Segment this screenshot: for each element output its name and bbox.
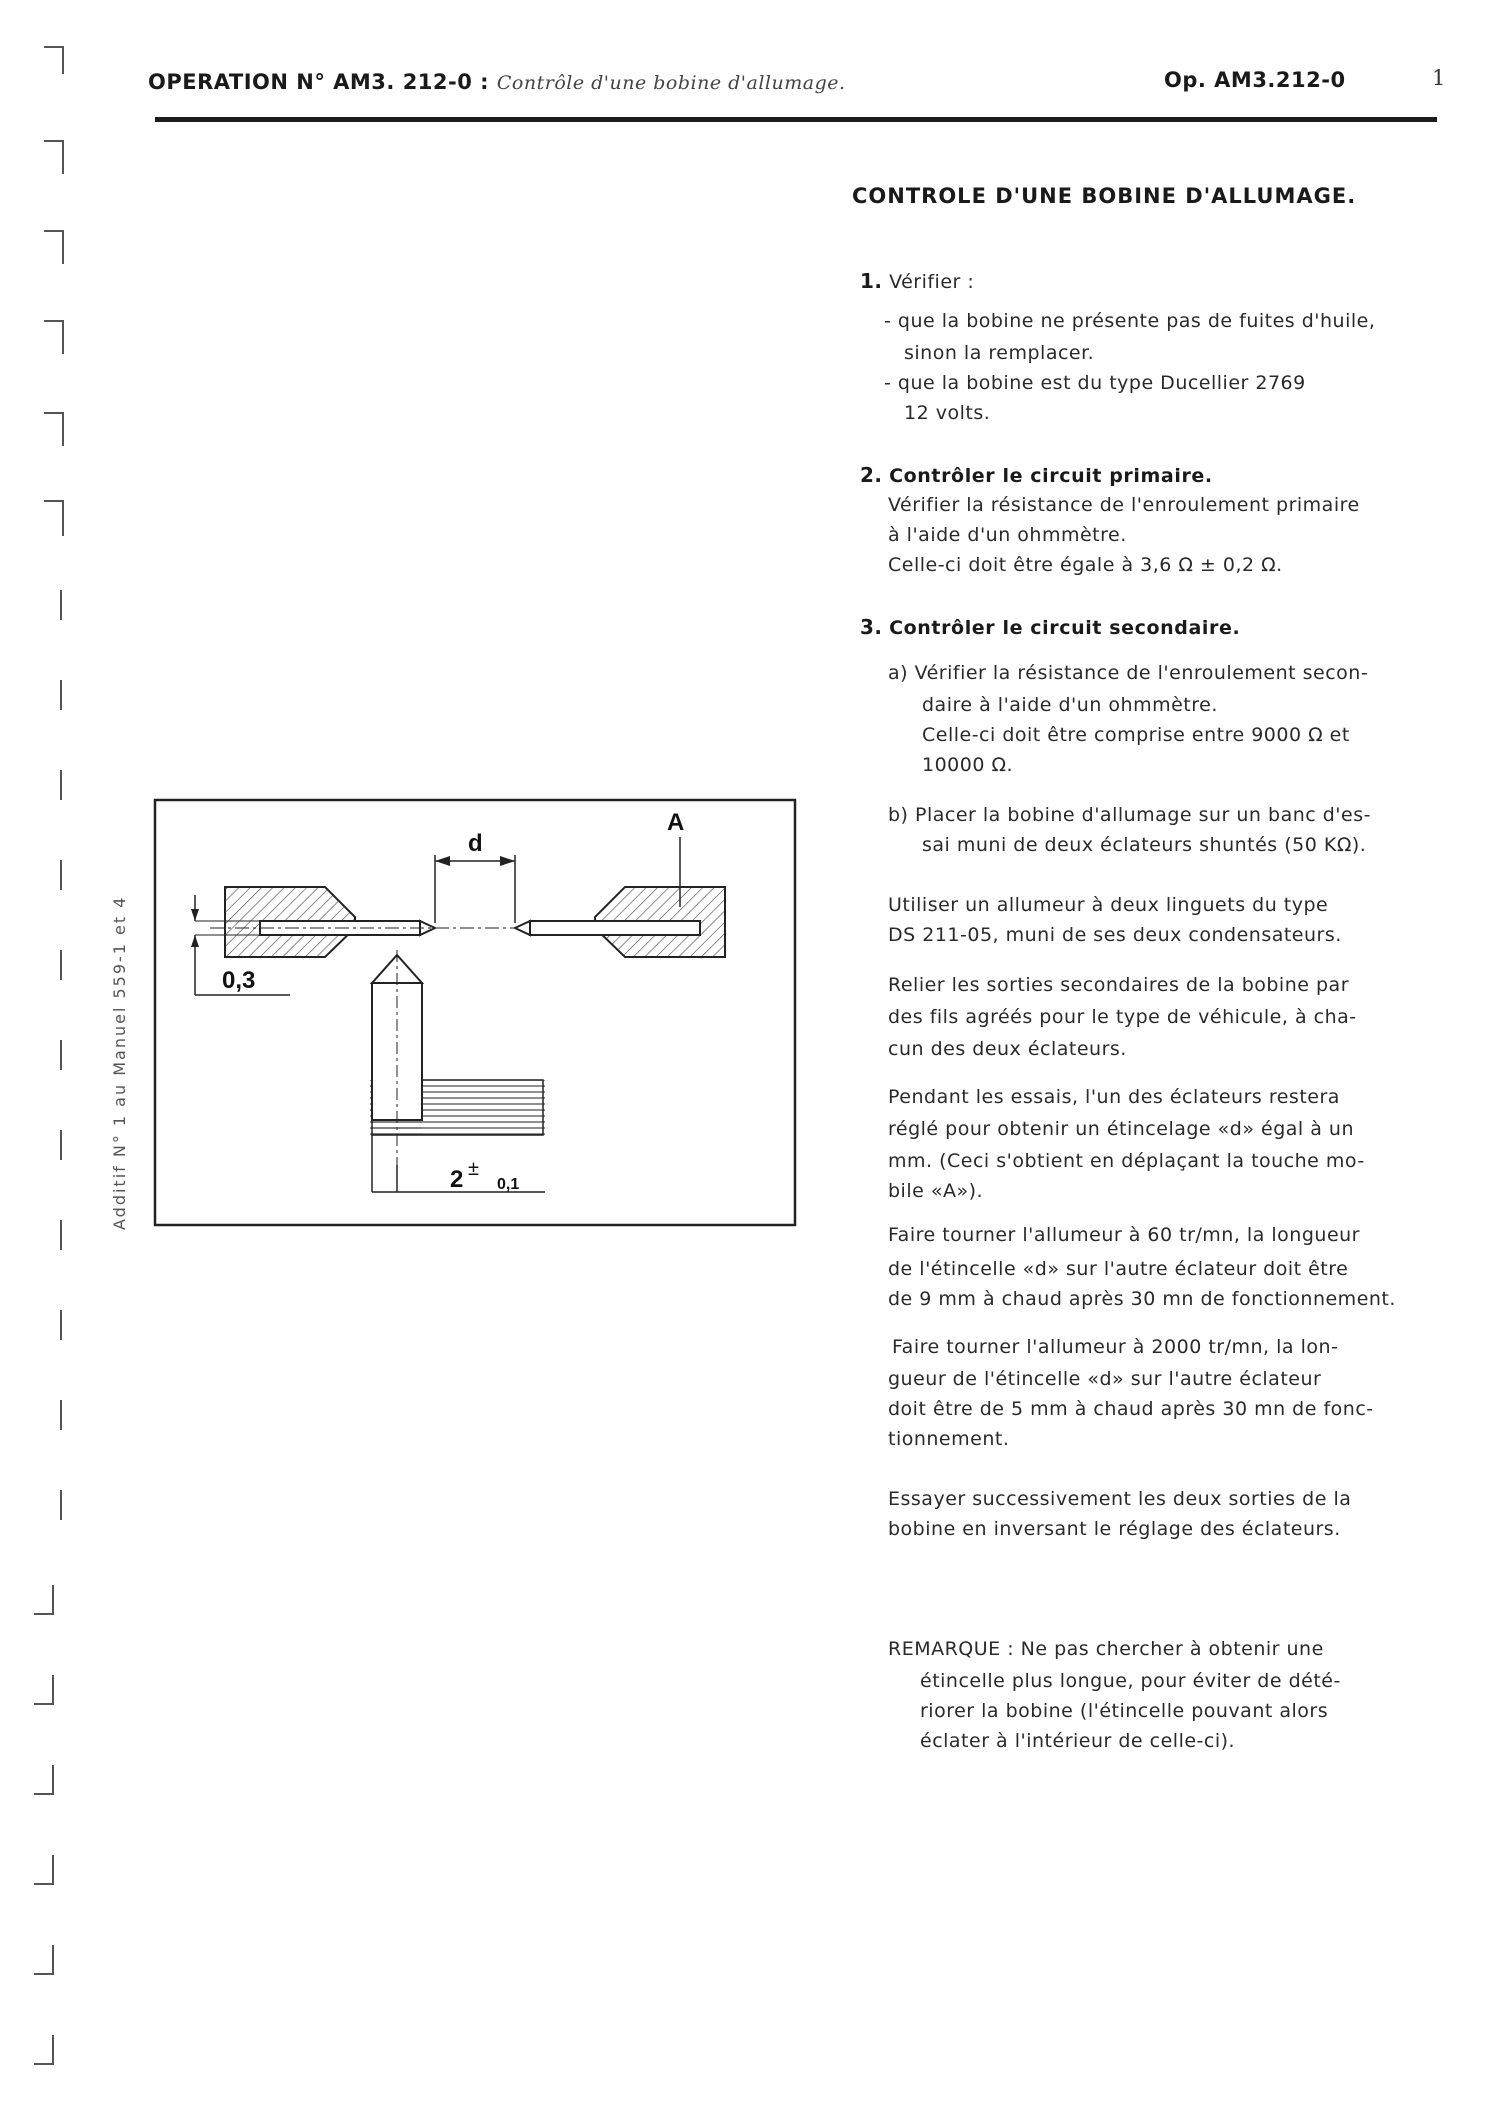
p1-line1: Utiliser un allumeur à deux linguets du type [888,894,1329,916]
step3-b-line2: sai muni de deux éclateurs shuntés (50 KΩ). [922,834,1367,856]
step2-line2: à l'aide d'un ohmmètre. [888,524,1127,546]
header-rule [155,117,1437,122]
step1-number: 1. [860,269,883,293]
label-A: A [667,809,685,836]
label-d: d [468,830,483,857]
operation-label: OPERATION N° AM3. 212-0 : [148,70,490,94]
p3-line3: mm. (Ceci s'obtient en déplaçant la touche mo- [888,1150,1365,1172]
step3-heading-text: Contrôler le circuit secondaire. [889,617,1241,639]
side-note: Additif N° 1 au Manuel 559-1 et 4 [110,895,129,1230]
step3-a-line4: 10000 Ω. [922,754,1014,776]
step3-b-line1: b) Placer la bobine d'allumage sur un banc d'es- [888,804,1371,826]
step2-heading [860,460,1213,491]
p6-line2: bobine en inversant le réglage des éclateurs. [888,1518,1341,1540]
remark-line2: étincelle plus longue, pour éviter de dété- [920,1670,1341,1692]
p3-line1: Pendant les essais, l'un des éclateurs restera [888,1086,1340,1108]
p3-line2: réglé pour obtenir un étincelage «d» égal à un [888,1118,1354,1140]
p5-line4: tionnement. [888,1428,1010,1450]
p2-line1: Relier les sorties secondaires de la bobine par [888,974,1350,996]
right-electrode [530,921,700,935]
label-2: 2 [450,1166,464,1193]
label-plus-minus: ± [468,1158,479,1180]
right-electrode-tip [515,921,530,935]
p1-line2: DS 211-05, muni de ses deux condensateurs. [888,924,1342,946]
operation-subtitle: Contrôle d'une bobine d'allumage. [496,72,846,94]
label-0-3: 0,3 [222,967,256,994]
remark-line3: riorer la bobine (l'étincelle pouvant alors [920,1700,1329,1722]
p4-line3: de 9 mm à chaud après 30 mn de fonctionnement. [888,1288,1396,1310]
step3-heading [860,612,1240,643]
remark-line4: éclater à l'intérieur de celle-ci). [920,1730,1236,1752]
step2-line3: Celle-ci doit être égale à 3,6 Ω ± 0,2 Ω. [888,554,1283,576]
step2-number: 2. [860,463,883,487]
p5-line2: gueur de l'étincelle «d» sur l'autre éclateur [888,1368,1322,1390]
p4-line2: de l'étincelle «d» sur l'autre éclateur doit être [888,1258,1349,1280]
p5-line3: doit être de 5 mm à chaud après 30 mn de fonc- [888,1398,1374,1420]
label-0-1: 0,1 [497,1176,520,1193]
p2-line3: cun des deux éclateurs. [888,1038,1127,1060]
p4-line1: Faire tourner l'allumeur à 60 tr/mn, la longueur [888,1224,1360,1246]
page-number: 1 [1432,66,1446,90]
header-operation [148,70,846,94]
op-reference: Op. AM3.212-0 [1164,68,1346,92]
step3-a-line3: Celle-ci doit être comprise entre 9000 Ω et [922,724,1350,746]
step1-heading-text: Vérifier : [889,271,975,293]
step2-heading-text: Contrôler le circuit primaire. [889,465,1213,487]
step3-a-line2: daire à l'aide d'un ohmmètre. [922,694,1218,716]
p3-line4: bile «A»). [888,1180,984,1202]
step2-line1: Vérifier la résistance de l'enroulement primaire [888,494,1360,516]
step3-number: 3. [860,615,883,639]
step1-bullet2-l1: - que la bobine est du type Ducellier 2769 [884,372,1306,394]
p5-line1: Faire tourner l'allumeur à 2000 tr/mn, la lon- [892,1336,1339,1358]
p2-line2: des fils agréés pour le type de véhicule, à cha- [888,1006,1357,1028]
page-title: CONTROLE D'UNE BOBINE D'ALLUMAGE. [852,184,1357,208]
remark-line1: REMARQUE : Ne pas chercher à obtenir une [888,1638,1324,1660]
step1-heading [860,266,974,297]
step3-a-line1: a) Vérifier la résistance de l'enroulement secon- [888,662,1369,684]
spark-gap-diagram [150,795,800,1230]
step1-bullet2-l2: 12 volts. [904,402,991,424]
step1-bullet1-l1: - que la bobine ne présente pas de fuites d'huile, [884,310,1376,332]
step1-bullet1-l2: sinon la remplacer. [904,342,1095,364]
p6-line1: Essayer successivement les deux sorties de la [888,1488,1352,1510]
